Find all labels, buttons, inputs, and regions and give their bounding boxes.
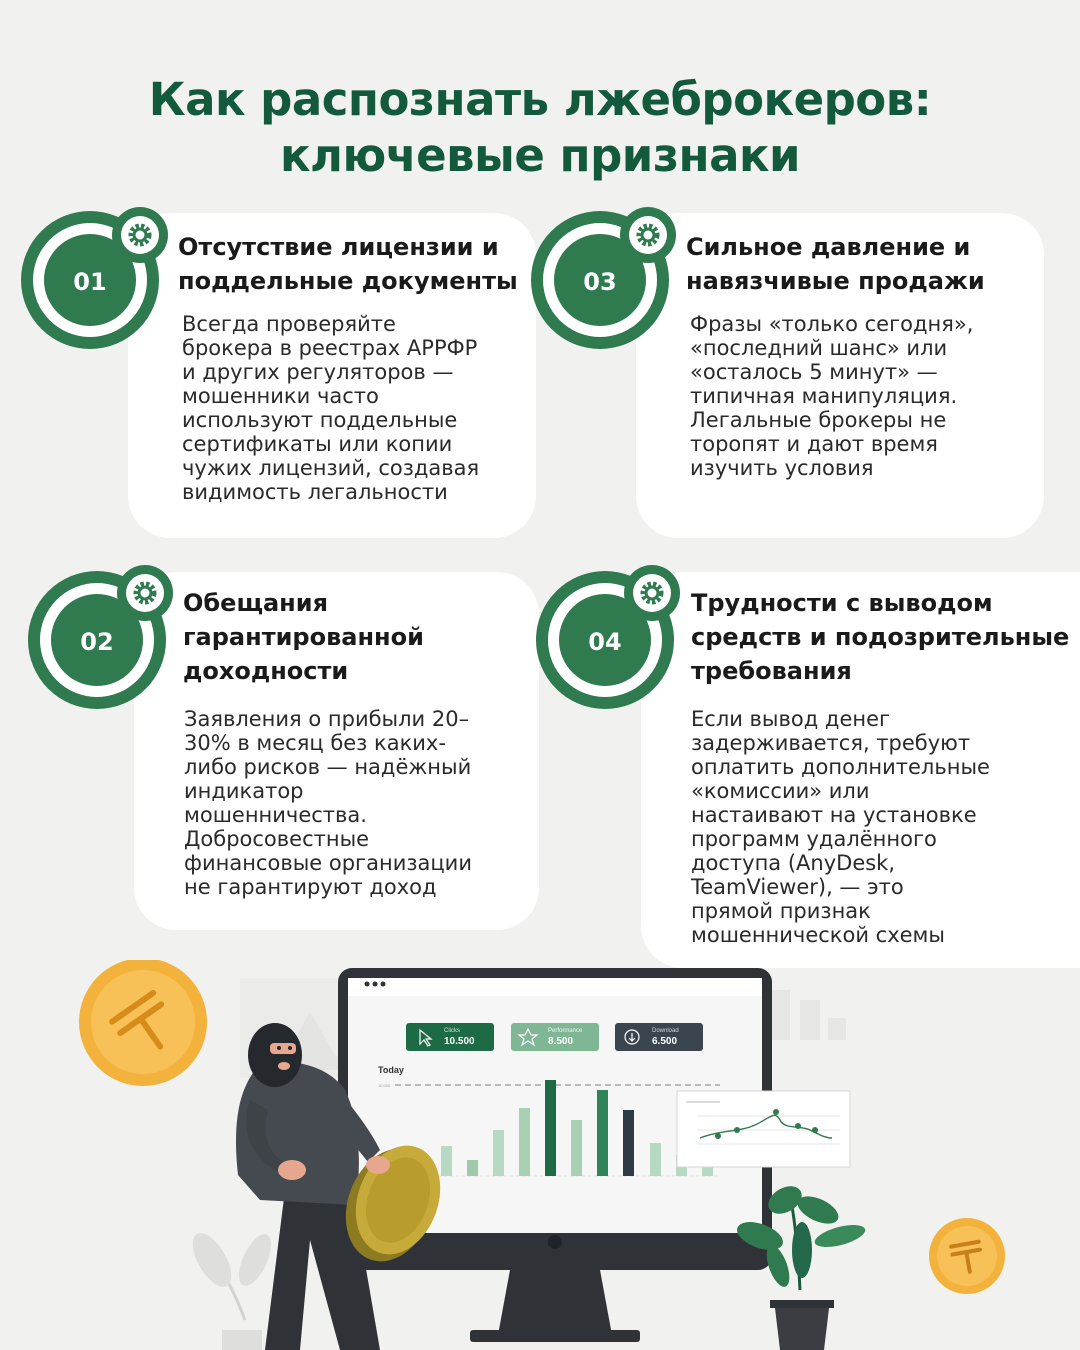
- page-title: [0, 72, 1080, 184]
- plant-left-faded: [185, 1227, 278, 1350]
- chart-label: Today: [378, 1065, 404, 1075]
- card-title-03: Сильное давление и навязчивые продажи: [686, 233, 985, 295]
- stat-label: Performance: [548, 1028, 583, 1034]
- line-chart-card: [677, 1091, 850, 1167]
- stat-tile-performance: [511, 1023, 599, 1051]
- background-bars-right: [770, 990, 846, 1040]
- badge-number: 02: [80, 628, 114, 656]
- title-line-1: Как распознать лжеброкеров:: [148, 73, 932, 127]
- stat-label: Clicks: [444, 1028, 460, 1034]
- card-title-04: Трудности с выводом средств и подозрительные требования: [691, 589, 1070, 685]
- stat-tile-download: [615, 1023, 703, 1051]
- number-badge-02: [17, 560, 177, 720]
- chart-tick: 10 000: [378, 1083, 391, 1088]
- card-title-01: Отсутствие лицензии и поддельные документы: [178, 233, 518, 295]
- badge-number: 04: [588, 628, 622, 656]
- number-badge-03: [520, 200, 680, 360]
- card-text-02: Заявления о прибыли 20– 30% в месяц без каких- либо рисков — надёжный индикатор мошенничества. Добросовестные финансовые организации не гарантируют доход: [184, 707, 472, 899]
- badge-number: 03: [583, 268, 617, 296]
- stat-value: 8.500: [548, 1036, 574, 1047]
- badge-number: 01: [73, 268, 107, 296]
- title-line-2: ключевые признаки: [279, 129, 801, 183]
- stat-value: 10.500: [444, 1036, 475, 1047]
- stat-tile-clicks: [406, 1023, 494, 1051]
- card-text-04: Если вывод денег задерживается, требуют оплатить дополнительные «комиссии» или настаивают на установке программ удалённого доступа (AnyDesk, TeamViewer), — это прямой признак мошеннической схемы: [691, 707, 990, 947]
- tenge-coin-small-icon: [929, 1218, 1005, 1294]
- number-badge-04: [525, 560, 685, 720]
- illustration: [0, 960, 1080, 1350]
- stat-value: 6.500: [652, 1036, 678, 1047]
- stat-label: Download: [652, 1028, 679, 1034]
- card-text-01: Всегда проверяйте брокера в реестрах АРРФР и других регуляторов — мошенники часто используют поддельные сертификаты или копии чужих лицензий, создавая видимость легальности: [182, 312, 480, 504]
- card-text-03: Фразы «только сегодня», «последний шанс» или «осталось 5 минут» — типичная манипуляция. Легальные брокеры не торопят и дают время изучить условия: [690, 312, 974, 480]
- tenge-coin-icon: [79, 960, 207, 1086]
- number-badge-01: [10, 200, 170, 360]
- card-title-02: Обещания гарантированной доходности: [183, 589, 424, 685]
